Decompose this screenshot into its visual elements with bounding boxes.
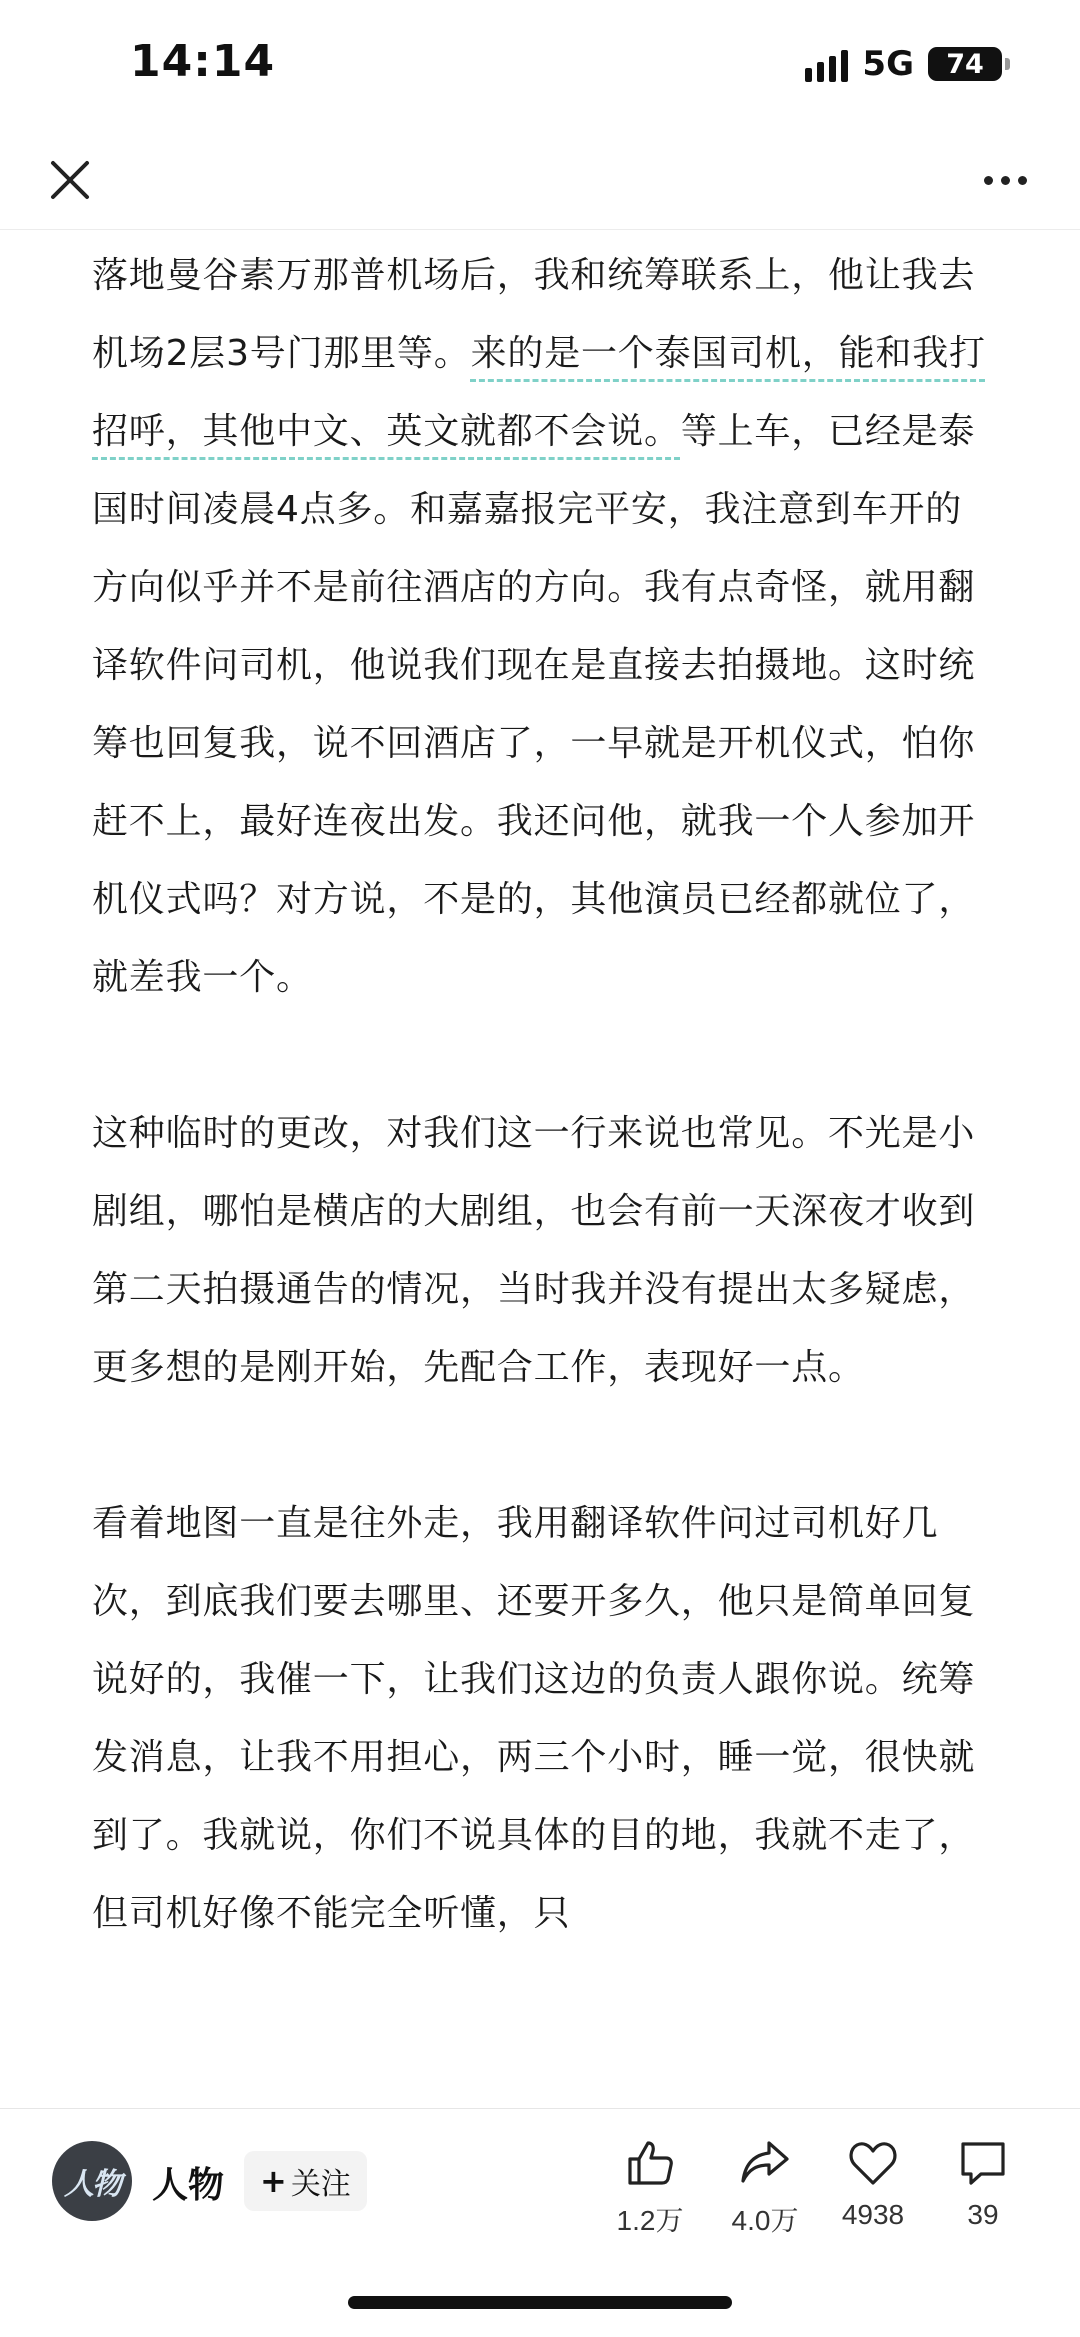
favorite-count: 4938 xyxy=(841,2199,905,2230)
like-button[interactable] xyxy=(595,2137,705,2239)
more-icon xyxy=(984,176,993,185)
article-paragraph-2: 这种临时的更改，对我们这一行来说也常见。不光是小剧组，哪怕是横店的大剧组，也会有前一天深夜才收到第二天拍摄通告的情况，当时我并没有提出太多疑虑，更多想的是刚开始，先配合工作，表现好一点。 xyxy=(92,1113,976,1388)
share-icon xyxy=(739,2137,791,2189)
author-name[interactable]: 人物 xyxy=(152,2165,225,2206)
follow-label: 关注 xyxy=(290,2167,351,2202)
status-bar xyxy=(0,0,1080,130)
more-button[interactable] xyxy=(970,150,1040,210)
home-indicator[interactable] xyxy=(348,2296,732,2309)
share-count: 4.0万 xyxy=(731,2205,799,2236)
article-body xyxy=(92,237,992,2107)
follow-button[interactable] xyxy=(244,2151,367,2211)
close-icon xyxy=(50,160,90,200)
comment-button[interactable] xyxy=(928,2137,1038,2231)
comment-count: 39 xyxy=(967,2199,999,2230)
share-button[interactable] xyxy=(710,2137,820,2239)
plus-icon: + xyxy=(260,2162,287,2200)
close-button[interactable] xyxy=(40,150,100,210)
avatar[interactable] xyxy=(52,2141,132,2221)
highlighted-quote[interactable]: 来的是一个泰国司机，能和我打招呼，其他中文、英文就都不会说。 xyxy=(92,333,986,452)
network-type: 5G xyxy=(862,44,914,84)
bottom-action-bar xyxy=(0,2108,1080,2268)
article-paragraph-3: 看着地图一直是往外走，我用翻译软件问过司机好几次，到底我们要去哪里、还要开多久，他只是简单回复说好的，我催一下，让我们这边的负责人跟你说。统筹发消息，让我不用担心，两三个小时，睡一觉，很快就到了。我就说，你们不说具体的目的地，我就不走了，但司机好像不能完全听懂，只 xyxy=(92,1503,976,1934)
battery-level: 74 xyxy=(946,48,984,80)
signal-icon xyxy=(805,46,848,82)
avatar-logo-text: 人物 xyxy=(64,2167,120,2202)
thumbs-up-icon xyxy=(624,2137,676,2189)
favorite-button[interactable] xyxy=(818,2137,928,2231)
status-time: 14:14 xyxy=(130,36,276,87)
comment-icon xyxy=(957,2137,1009,2189)
like-count: 1.2万 xyxy=(616,2205,684,2236)
article-paragraph-1: 落地曼谷素万那普机场后，我和统筹联系上，他让我去机场2层3号门那里等。来的是一个泰国司机，能和我打招呼，其他中文、英文就都不会说。等上车，已经是泰国时间凌晨4点多。和嘉嘉报完平安，我注意到车开的方向似乎并不是前往酒店的方向。我有点奇怪，就用翻译软件问司机，他说我们现在是直接去拍摄地。这时统筹也回复我，说不回酒店了，一早就是开机仪式，怕你赶不上，最好连夜出发。我还问他，就我一个人参加开机仪式吗？对方说，不是的，其他演员已经都就位了，就差我一个。 xyxy=(92,255,986,998)
nav-bar xyxy=(0,130,1080,230)
battery-icon xyxy=(928,47,1002,81)
status-indicators xyxy=(805,44,1002,84)
heart-icon xyxy=(847,2137,899,2189)
